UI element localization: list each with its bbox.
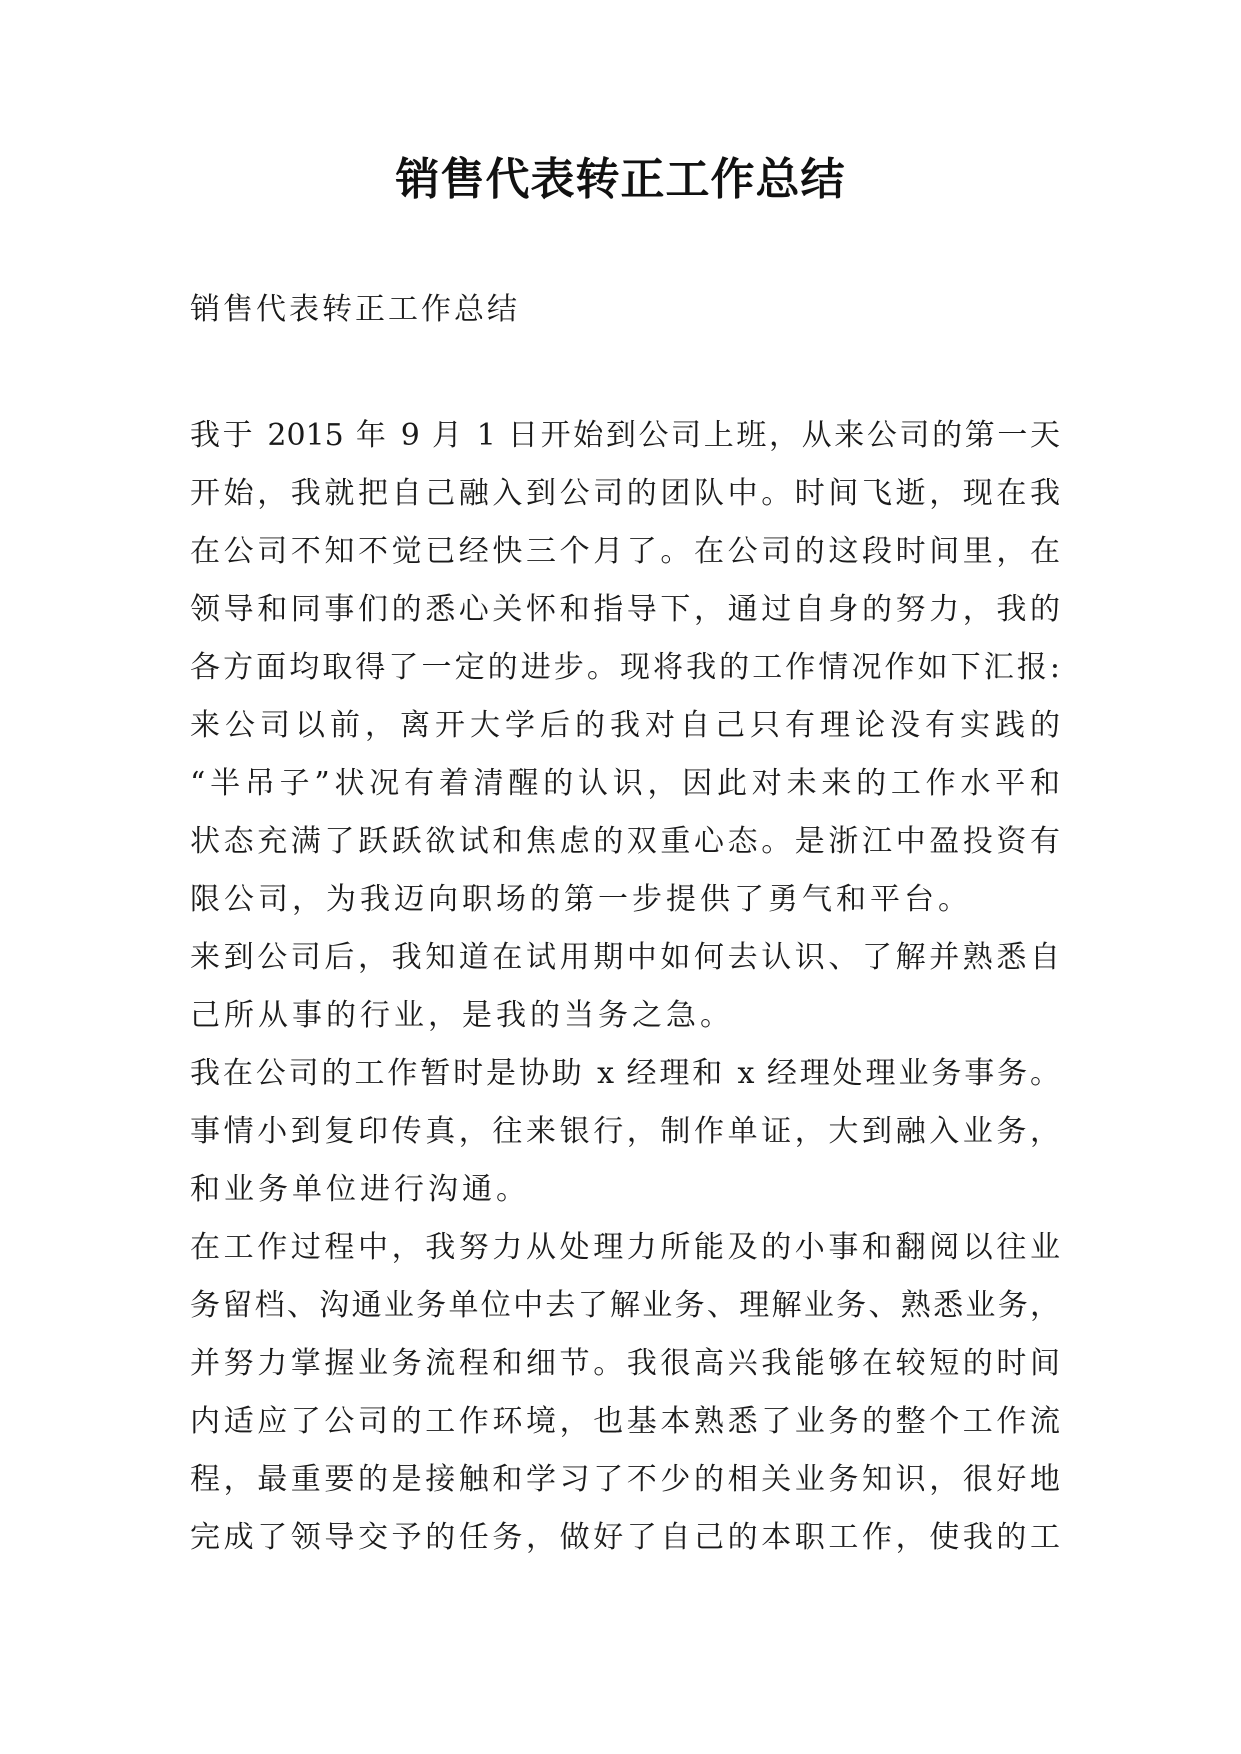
body-line: 事情小到复印传真，往来银行，制作单证，大到融入业务， (190, 1114, 1060, 1149)
document-body (190, 407, 1060, 1567)
body-line: 开始，我就把自己融入到公司的团队中。时间飞逝，现在我 (190, 476, 1060, 511)
body-line: 完成了领导交予的任务，做好了自己的本职工作，使我的工 (190, 1520, 1060, 1555)
body-line: 来到公司后，我知道在试用期中如何去认识、了解并熟悉自 (190, 940, 1060, 975)
body-line: 来公司以前，离开大学后的我对自己只有理论没有实践的 (190, 708, 1060, 743)
body-line: 内适应了公司的工作环境，也基本熟悉了业务的整个工作流 (190, 1404, 1060, 1439)
body-line: 和业务单位进行沟通。 (190, 1172, 530, 1207)
document-subtitle: 销售代表转正工作总结 (190, 292, 520, 327)
body-line: 在工作过程中，我努力从处理力所能及的小事和翻阅以往业 (190, 1230, 1060, 1265)
body-line: 状态充满了跃跃欲试和焦虑的双重心态。是浙江中盈投资有 (190, 824, 1060, 859)
body-line: 己所从事的行业，是我的当务之急。 (190, 998, 734, 1033)
document-title: 销售代表转正工作总结 (395, 154, 846, 205)
body-line: 我在公司的工作暂时是协助 x 经理和 x 经理处理业务事务。 (190, 1056, 1060, 1091)
body-line: 并努力掌握业务流程和细节。我很高兴我能够在较短的时间 (190, 1346, 1060, 1381)
body-line: 在公司不知不觉已经快三个月了。在公司的这段时间里，在 (190, 534, 1060, 569)
body-line: 程，最重要的是接触和学习了不少的相关业务知识，很好地 (190, 1462, 1060, 1497)
body-line: “半吊子”状况有着清醒的认识，因此对未来的工作水平和 (190, 766, 1060, 801)
body-line: 各方面均取得了一定的进步。现将我的工作情况作如下汇报: (190, 650, 1060, 685)
body-line: 限公司，为我迈向职场的第一步提供了勇气和平台。 (190, 882, 972, 917)
body-line: 我于 2015 年 9 月 1 日开始到公司上班，从来公司的第一天 (190, 418, 1060, 453)
body-line: 务留档、沟通业务单位中去了解业务、理解业务、熟悉业务， (190, 1288, 1060, 1323)
body-line: 领导和同事们的悉心关怀和指导下，通过自身的努力，我的 (190, 592, 1060, 627)
